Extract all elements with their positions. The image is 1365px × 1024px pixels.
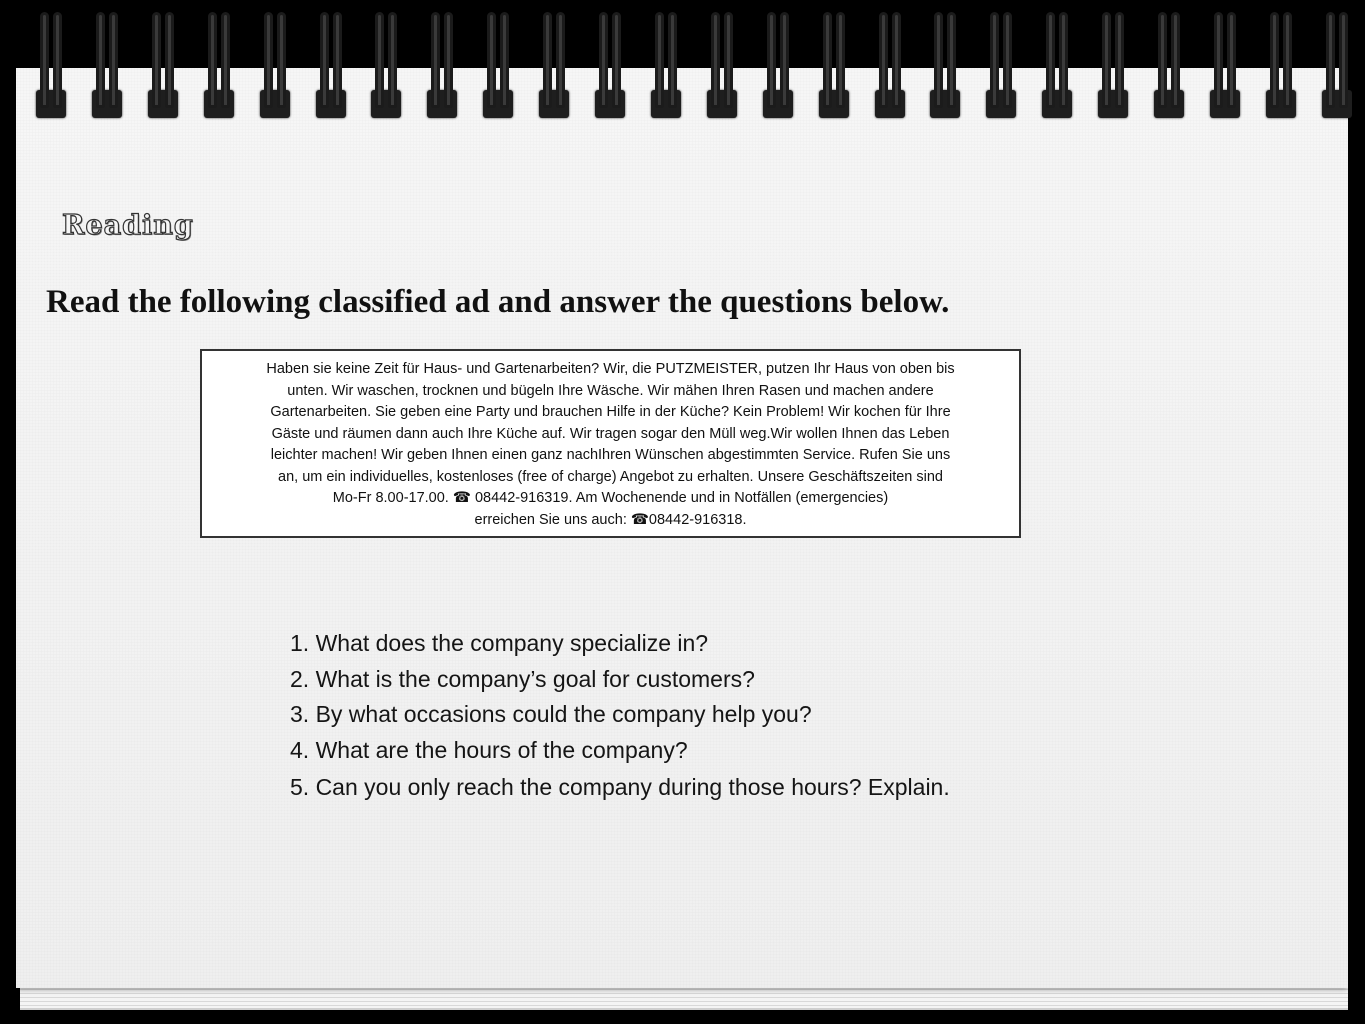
question-item: 2. What is the company’s goal for customers? <box>290 665 755 692</box>
instruction-text: Read the following classified ad and answer the questions below. <box>46 284 950 320</box>
ad-line: Gäste und räumen dann auch Ihre Küche auf. Wir tragen sogar den Müll weg.Wir wollen Ihnen das Leben <box>271 425 950 442</box>
binding-ring <box>1268 12 1296 120</box>
binding-ring <box>597 12 625 120</box>
question-item: 5. Can you only reach the company during those hours? Explain. <box>290 774 950 800</box>
binding-ring <box>150 12 178 120</box>
ad-line: Mo-Fr 8.00-17.00. ☎ 08442-916319. Am Wochenende und in Notfällen (emergencies) <box>332 490 889 506</box>
binding-ring <box>318 12 346 120</box>
binding-ring <box>1212 12 1240 120</box>
spiral-binding <box>0 0 1365 130</box>
ad-line: leichter machen! Wir geben Ihnen einen ganz nachIhren Wünschen abgestimmten Service. Rufen Sie uns <box>270 447 951 463</box>
binding-ring <box>485 12 513 120</box>
binding-ring <box>653 12 681 120</box>
binding-ring <box>541 12 569 120</box>
binding-ring <box>709 12 737 120</box>
question-list <box>290 626 950 806</box>
binding-ring <box>1156 12 1184 120</box>
section-heading: Reading <box>62 210 194 241</box>
binding-ring <box>821 12 849 120</box>
question-item: 4. What are the hours of the company? <box>290 736 688 763</box>
binding-ring <box>1044 12 1072 120</box>
binding-ring <box>429 12 457 120</box>
binding-ring <box>1100 12 1128 120</box>
binding-ring <box>38 12 66 120</box>
question-item: 1. What does the company specialize in? <box>290 630 709 656</box>
binding-ring <box>1324 12 1352 120</box>
binding-ring <box>94 12 122 120</box>
binding-ring <box>373 12 401 120</box>
ad-line: unten. Wir waschen, trocknen und bügeln Ihre Wäsche. Wir mähen Ihren Rasen und machen andere <box>287 382 934 399</box>
ad-line: Gartenarbeiten. Sie geben eine Party und brauchen Hilfe in der Küche? Kein Problem! Wir kochen für Ihre <box>270 404 951 420</box>
ad-line: erreichen Sie uns auch: ☎08442-916318. <box>474 511 747 528</box>
binding-ring <box>765 12 793 120</box>
binding-ring <box>262 12 290 120</box>
ad-line: an, um ein individuelles, kostenloses (free of charge) Angebot zu erhalten. Unsere Geschäftszeiten sind <box>278 468 943 485</box>
question-item: 3. By what occasions could the company help you? <box>290 701 812 727</box>
binding-ring <box>988 12 1016 120</box>
classified-ad <box>200 349 1021 538</box>
binding-ring <box>206 12 234 120</box>
binding-ring <box>932 12 960 120</box>
binding-ring <box>877 12 905 120</box>
ad-line: Haben sie keine Zeit für Haus- und Gartenarbeiten? Wir, die PUTZMEISTER, putzen Ihr Haus von oben bis <box>266 361 955 377</box>
